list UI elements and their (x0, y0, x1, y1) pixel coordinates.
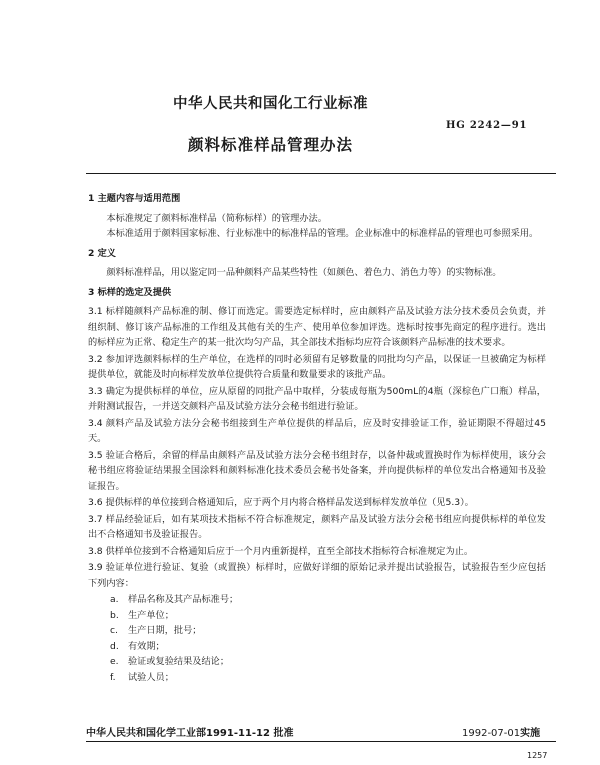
report-contents-list (88, 592, 546, 685)
list-item-text: 试验人员； (128, 671, 174, 683)
list-item (88, 654, 546, 670)
list-item-label: e. (110, 656, 119, 667)
list-item (88, 670, 546, 686)
page-number: 1257 (527, 751, 548, 760)
section-1-paragraph: 本标准适用于颜料国家标准、行业标准中的标准样品的管理。企业标准中的标准样品的管理也可参照采用。 (106, 228, 539, 239)
standard-code: HG 2242—91 (446, 120, 528, 131)
list-item-text: 生产单位； (128, 609, 174, 621)
clause-3-9: 3.9 验证单位进行验证、复验（或置换）标样时，应做好详细的原始记录并提出试验报告，试验报告至少应包括下列内容： (88, 562, 546, 589)
list-item-label: f. (110, 671, 116, 683)
implementation-label: 实施 (520, 728, 541, 739)
list-item-label: d. (110, 640, 119, 652)
list-item-label: c. (110, 625, 118, 636)
clause-3-3: 3.3 确定为提供标样的单位，应从原留的同批产品中取样，分装成每瓶为500mL的4瓶（深棕色广口瓶）样品，并附测试报告，一并送交颜料产品及试验方法分会秘书组进行验证。 (88, 385, 546, 412)
clause-3-8: 3.8 供样单位接到不合格通知后应于一个月内重新提样，直至全部技术指标符合标准规定为止。 (88, 545, 474, 557)
list-item-label: a. (110, 594, 119, 605)
list-item (88, 608, 546, 624)
implementation-line (462, 724, 540, 739)
list-item-label: b. (110, 609, 119, 621)
list-item-text: 样品名称及其产品标准号； (128, 594, 239, 605)
section-1-heading: 1 主题内容与适用范围 (88, 193, 181, 204)
clause-3-7: 3.7 样品经验证后，如有某项技术指标不符合标准规定，颜料产品及试验方法分会秘书组应向提供标样的单位发出不合格通知书及验证报告。 (88, 513, 546, 540)
list-item (88, 639, 546, 655)
clause-3-4: 3.4 颜料产品及试验方法分会秘书组接到生产单位提供的样品后，应及时安排验证工作，验证期限不得超过45天。 (88, 417, 546, 444)
section-3-heading: 3 标样的选定及提供 (88, 286, 172, 298)
clause-3-5: 3.5 验证合格后，余留的样品由颜料产品及试验方法分会秘书组封存，以备仲裁或置换时作为标样使用，该分会秘书组应将验证结果报全国涂料和颜料标准化技术委员会秘书处备案，并向提供标样的单位发出合格通知书及验证报告。 (88, 449, 546, 492)
document-body (88, 191, 546, 685)
list-item (88, 623, 546, 639)
clause-3-1: 3.1 标样随颜料产品标准的制、修订而选定。需要选定标样时，应由颜料产品及试验方法分技术委员会负责，并组织制、修订该产品标准的工作组及其他有关的生产、使用单位参加评选。选标时按事先商定的程序进行。选出的标样应为正常、稳定生产的某一批次均匀产品，其全部技术指标均应符合该颜料产品标准的技术要求。 (88, 306, 546, 348)
list-item-text: 验证或复验结果及结论； (128, 656, 230, 667)
section-1-paragraph: 本标准规定了颜料标准样品（简称标样）的管理办法。 (106, 212, 327, 224)
section-2-heading: 2 定义 (88, 247, 116, 259)
list-item-text: 有效期； (128, 640, 165, 652)
document-title: 颜料标准样品管理办法 (188, 136, 354, 154)
approval-line: 中华人民共和国化学工业部1991-11-12 批准 (86, 728, 294, 739)
standard-title: 中华人民共和国化工行业标准 (173, 96, 368, 112)
clause-3-6: 3.6 提供标样的单位接到合格通知后，应于两个月内将合格样品发送到标样发放单位（见5.3）。 (88, 497, 474, 508)
implementation-date: 1992-07-01 (462, 728, 521, 739)
clause-3-2: 3.2 参加评选颜料标样的生产单位，在选样的同时必须留有足够数量的同批均匀产品，以保证一旦被确定为标样提供单位，就能及时向标样发放单位提供符合质量和数量要求的该批产品。 (88, 353, 546, 380)
list-item-text: 生产日期，批号； (128, 625, 202, 636)
header-divider (86, 173, 556, 174)
section-2-paragraph: 颜料标准样品，用以鉴定同一品种颜料产品某些特性（如颜色、着色力、消色力等）的实物标准。 (106, 267, 502, 278)
footer-divider (86, 741, 556, 742)
list-item (88, 592, 546, 608)
